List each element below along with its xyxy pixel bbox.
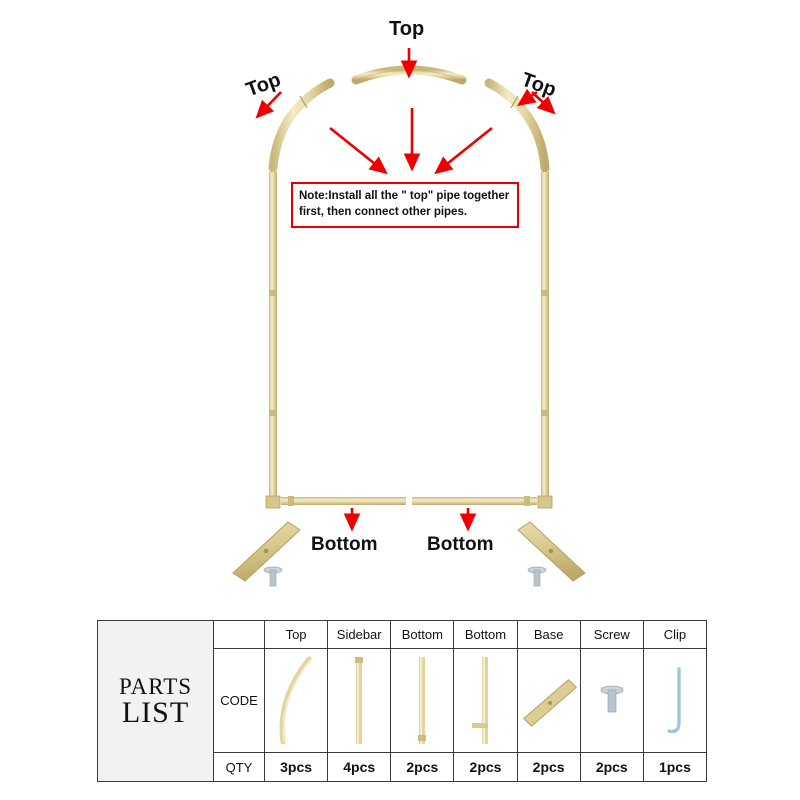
bottom-pipe-right [412, 496, 537, 506]
screw-icon [595, 677, 629, 725]
screw-right [528, 567, 546, 586]
qty-sidebar: 4pcs [328, 753, 391, 782]
clip-icon [657, 661, 693, 741]
code-row-label: CODE [214, 649, 265, 753]
qty-row-label: QTY [214, 753, 265, 782]
base-plate-icon [518, 671, 580, 731]
qty-screw: 2pcs [580, 753, 643, 782]
column-header-bottom-1: Bottom [391, 621, 454, 649]
label-bottom-right: Bottom [427, 534, 494, 555]
label-top-right: Top [518, 68, 560, 102]
sidebar-pipe-left-upper [269, 172, 277, 296]
arrow-group [258, 48, 553, 528]
screw-left [264, 567, 282, 586]
qty-bottom-1: 2pcs [391, 753, 454, 782]
column-header-base: Base [517, 621, 580, 649]
sidebar-pipe-right-lower [538, 416, 552, 508]
straight-pipe-icon [412, 653, 432, 748]
column-header-clip: Clip [643, 621, 706, 649]
tee-pipe-icon [470, 653, 500, 748]
base-plate-right [518, 522, 585, 581]
parts-list-title [98, 621, 214, 782]
bottom-pipe-left [281, 496, 406, 506]
sidebar-pipe-right-upper [541, 172, 549, 296]
cell-icon-top [265, 649, 328, 753]
top-curved-pipe-left [273, 83, 330, 168]
sidebar-pipe-left-lower [266, 416, 280, 508]
column-header-bottom-2: Bottom [454, 621, 517, 649]
cell-icon-base [517, 649, 580, 753]
parts-title-line1: PARTS [118, 673, 193, 699]
column-header-top: Top [265, 621, 328, 649]
label-top-left: Top [243, 68, 284, 102]
parts-list-table [97, 620, 707, 782]
cell-icon-bottom-2 [454, 649, 517, 753]
column-header-sidebar: Sidebar [328, 621, 391, 649]
parts-title-line2: LIST [121, 695, 190, 729]
cell-icon-sidebar [328, 649, 391, 753]
straight-pipe-icon [349, 653, 369, 748]
column-header-screw: Screw [580, 621, 643, 649]
qty-clip: 1pcs [643, 753, 706, 782]
sidebar-pipe-right-mid [541, 296, 549, 416]
install-note: Note:Install all the " top" pipe together first, then connect other pipes. [291, 182, 519, 228]
qty-base: 2pcs [517, 753, 580, 782]
cell-icon-clip [643, 649, 706, 753]
qty-bottom-2: 2pcs [454, 753, 517, 782]
label-top-center: Top [389, 18, 425, 40]
qty-top: 3pcs [265, 753, 328, 782]
sidebar-pipe-left-mid [269, 296, 277, 416]
curved-pipe-icon [271, 653, 321, 748]
cell-icon-screw [580, 649, 643, 753]
cell-icon-bottom-1 [391, 649, 454, 753]
label-bottom-left: Bottom [311, 534, 378, 555]
code-row-label-spacer [214, 621, 265, 649]
table-row-headers [98, 621, 707, 649]
